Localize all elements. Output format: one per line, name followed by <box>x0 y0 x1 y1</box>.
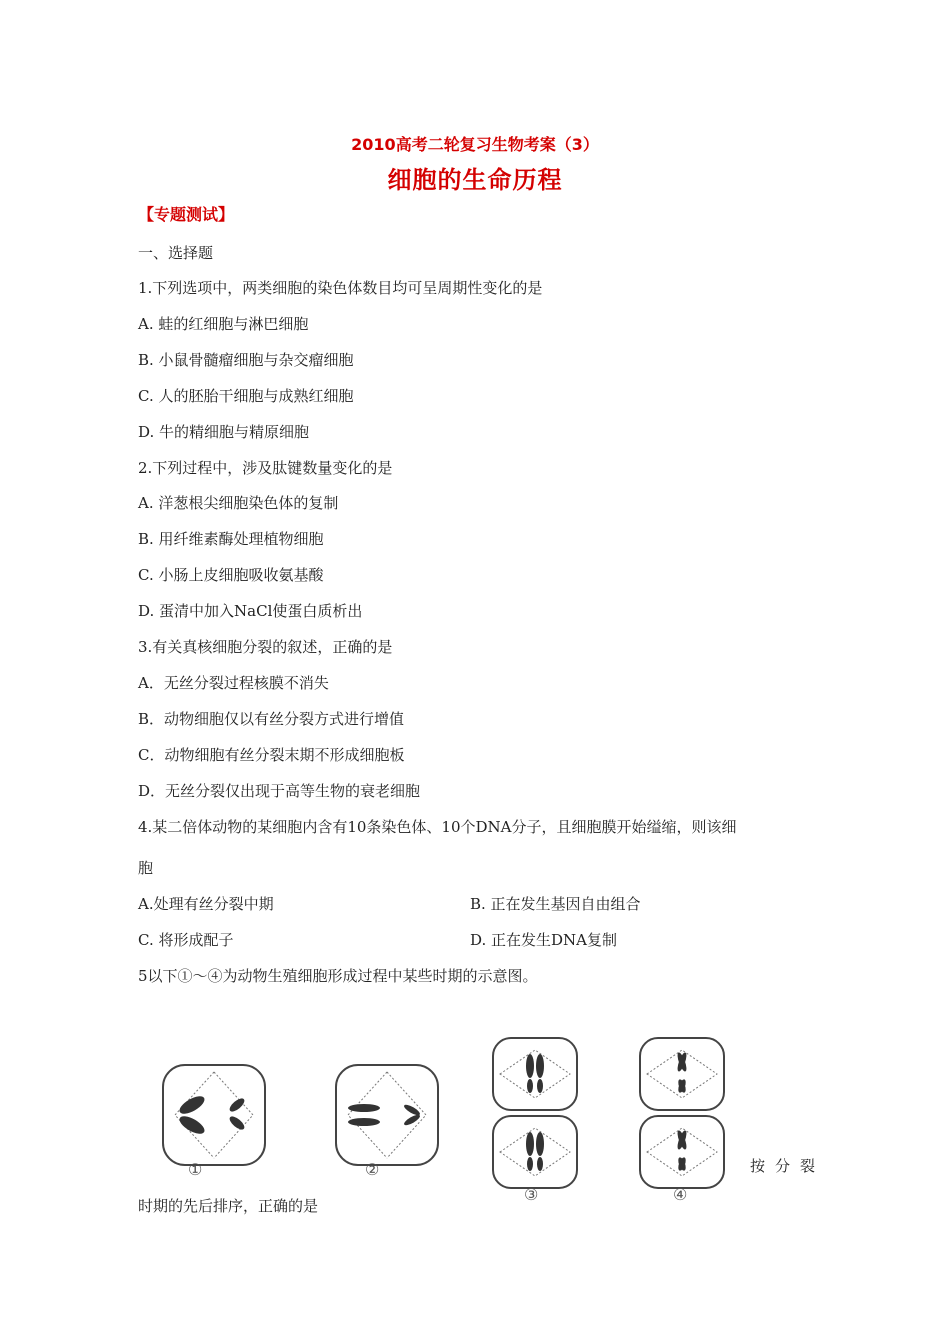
question-5-tail-left: 时期的先后排序，正确的是 <box>138 1197 319 1215</box>
cell-diagram-3a <box>493 1038 577 1110</box>
doc-title: 2010高考二轮复习生物考案（3） <box>351 135 599 154</box>
question-1-option-c: C. 人的胚胎干细胞与成熟红细胞 <box>138 387 354 405</box>
question-2-option-c: C. 小肠上皮细胞吸收氨基酸 <box>138 566 324 584</box>
cell-division-figure <box>0 1020 950 1220</box>
question-3-option-b: B．动物细胞仅以有丝分裂方式进行增值 <box>138 710 405 728</box>
figure-label-2: ② <box>365 1160 380 1179</box>
part-heading: 一、选择题 <box>138 244 214 262</box>
question-5-tail-right: 按分裂 <box>750 1157 826 1175</box>
question-4-option-b: B. 正在发生基因自由组合 <box>470 895 641 913</box>
figure-label-3: ③ <box>524 1185 539 1204</box>
figure-label-4: ④ <box>673 1185 688 1204</box>
question-4-stem: 4.某二倍体动物的某细胞内含有10条染色体、10个DNA分子，且细胞膜开始缢缩，则该细 <box>138 818 737 836</box>
question-4-option-d: D. 正在发生DNA复制 <box>470 931 618 949</box>
question-4-option-a: A.处理有丝分裂中期 <box>138 895 274 913</box>
question-5-stem: 5以下①～④为动物生殖细胞形成过程中某些时期的示意图。 <box>138 967 538 985</box>
question-3-option-a: A．无丝分裂过程核膜不消失 <box>138 674 329 692</box>
question-2-stem: 2.下列过程中，涉及肽键数量变化的是 <box>138 459 393 477</box>
question-2-option-d: D. 蛋清中加入NaCl使蛋白质析出 <box>138 602 363 620</box>
question-1-option-a: A. 蛙的红细胞与淋巴细胞 <box>138 315 309 333</box>
cell-diagram-4a <box>640 1038 724 1110</box>
section-heading: 【专题测试】 <box>138 205 235 224</box>
figure-label-1: ① <box>188 1160 203 1179</box>
question-3-option-c: C．动物细胞有丝分裂末期不形成细胞板 <box>138 746 405 764</box>
question-2-option-a: A. 洋葱根尖细胞染色体的复制 <box>138 494 339 512</box>
question-1-option-b: B. 小鼠骨髓瘤细胞与杂交瘤细胞 <box>138 351 354 369</box>
cell-diagram-2 <box>336 1065 438 1165</box>
question-4-stem-cont: 胞 <box>138 859 154 877</box>
question-1-stem: 1.下列选项中，两类细胞的染色体数目均可呈周期性变化的是 <box>138 279 543 297</box>
question-3-stem: 3.有关真核细胞分裂的叙述，正确的是 <box>138 638 393 656</box>
question-1-option-d: D. 牛的精细胞与精原细胞 <box>138 423 310 441</box>
cell-diagram-1 <box>163 1065 265 1165</box>
question-3-option-d: D．无丝分裂仅出现于高等生物的衰老细胞 <box>138 782 421 800</box>
cell-diagram-4b <box>640 1116 724 1188</box>
cell-diagram-3b <box>493 1116 577 1188</box>
doc-subtitle: 细胞的生命历程 <box>387 166 563 194</box>
question-4-option-c: C. 将形成配子 <box>138 931 234 949</box>
question-2-option-b: B. 用纤维素酶处理植物细胞 <box>138 530 324 548</box>
